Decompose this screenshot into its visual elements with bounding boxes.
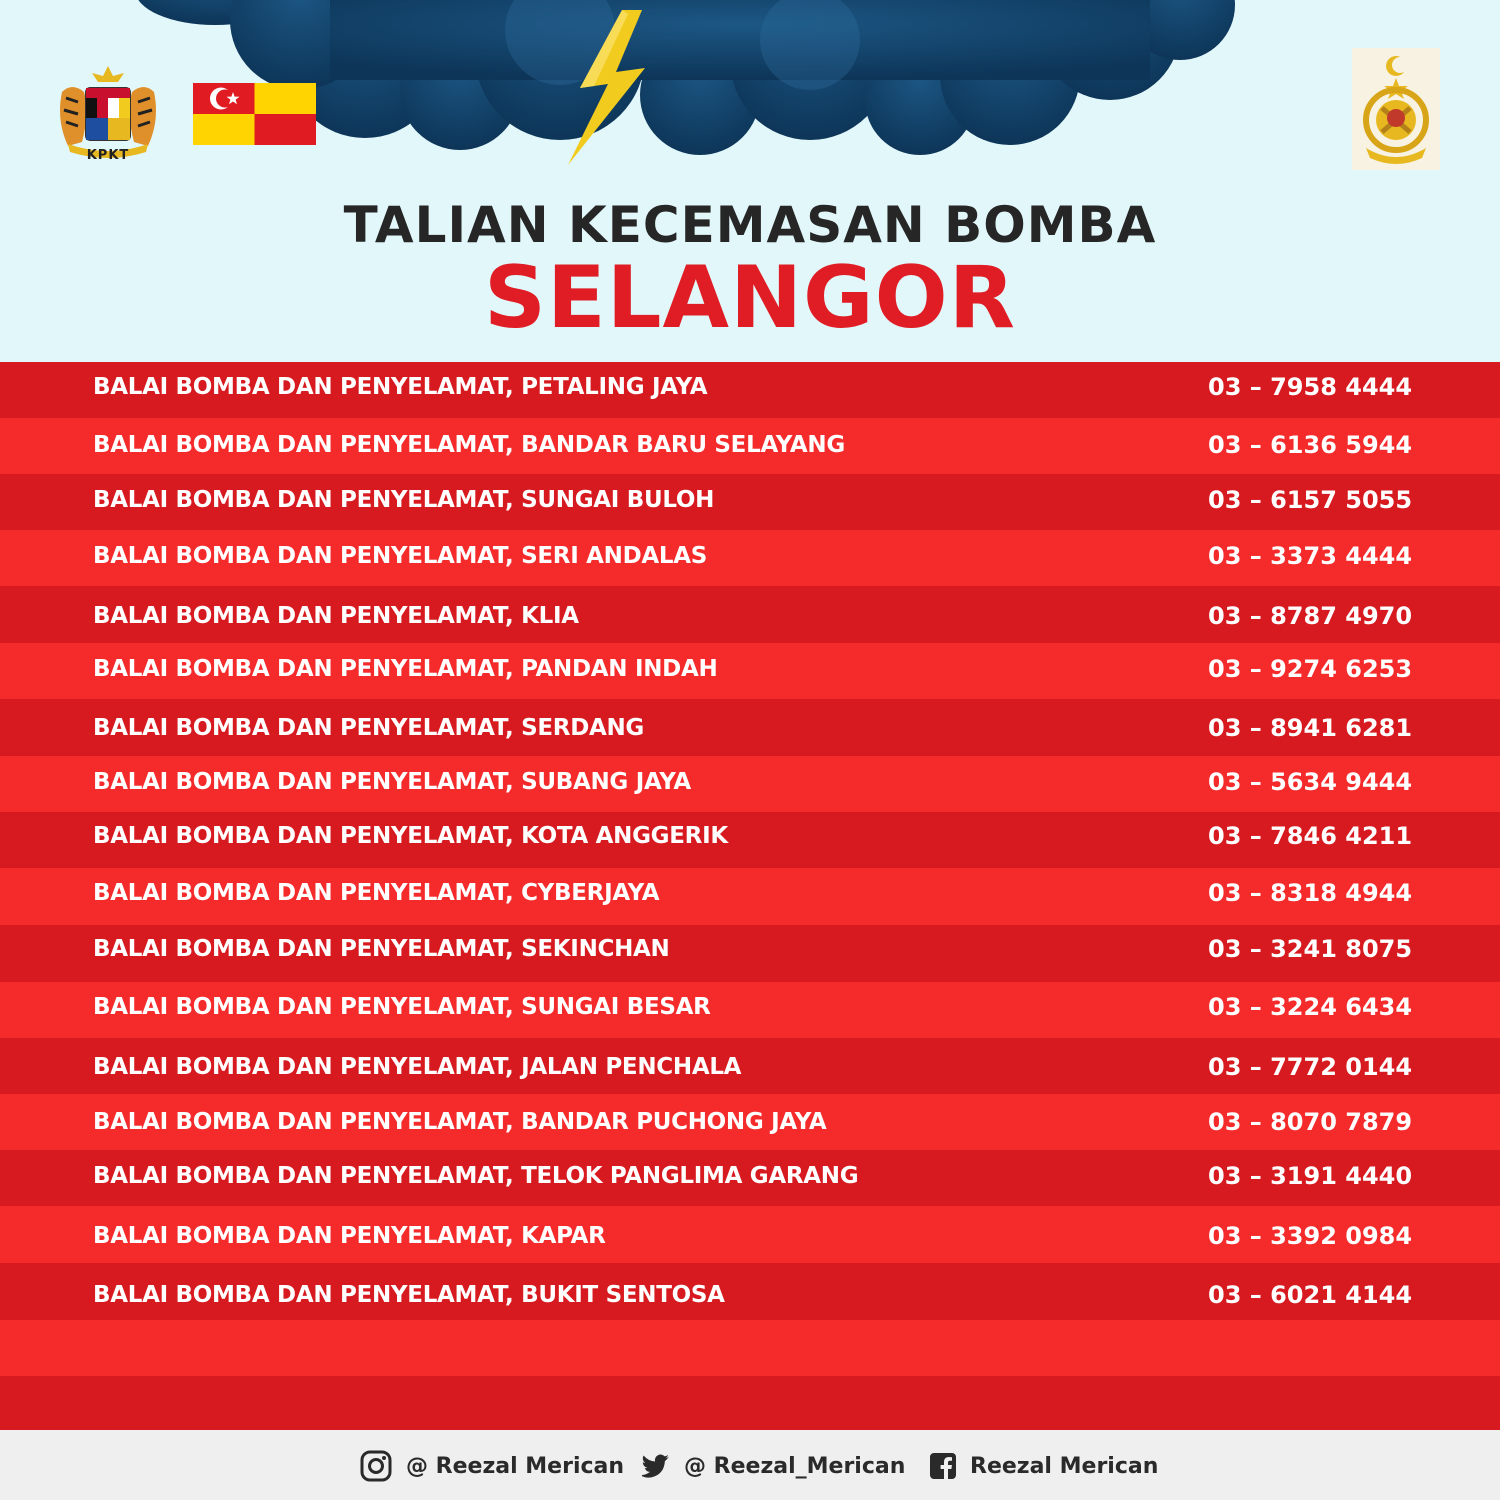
header [0, 0, 1500, 362]
facebook-name: Reezal Merican [970, 1453, 1159, 1479]
station-phone[interactable]: 03 – 8070 7879 [1208, 1108, 1413, 1136]
twitter-handle: @ Reezal_Merican [684, 1453, 906, 1479]
facebook-link[interactable] [930, 1450, 1158, 1482]
table-row [0, 1094, 1500, 1150]
table-row [0, 1320, 1500, 1376]
station-name: BALAI BOMBA DAN PENYELAMAT, BANDAR PUCHONG JAYA [93, 1109, 827, 1135]
station-phone[interactable]: 03 – 8318 4944 [1208, 879, 1413, 907]
table-row [0, 1038, 1500, 1094]
station-name: BALAI BOMBA DAN PENYELAMAT, KLIA [93, 603, 579, 629]
station-name: BALAI BOMBA DAN PENYELAMAT, SERDANG [93, 715, 645, 741]
table-row [0, 643, 1500, 699]
table-row [0, 418, 1500, 474]
station-name: BALAI BOMBA DAN PENYELAMAT, SUNGAI BESAR [93, 994, 711, 1020]
station-name: BALAI BOMBA DAN PENYELAMAT, SEKINCHAN [93, 936, 670, 962]
station-phone[interactable]: 03 – 7846 4211 [1208, 822, 1413, 850]
station-phone[interactable]: 03 – 6021 4144 [1208, 1281, 1413, 1309]
kpkt-label: KPKT [86, 148, 130, 163]
station-name: BALAI BOMBA DAN PENYELAMAT, BANDAR BARU SELAYANG [93, 432, 845, 458]
instagram-link[interactable] [360, 1450, 624, 1482]
table-row [0, 982, 1500, 1038]
station-name: BALAI BOMBA DAN PENYELAMAT, JALAN PENCHALA [93, 1054, 742, 1080]
table-row [0, 925, 1500, 982]
table-row [0, 812, 1500, 868]
station-phone[interactable]: 03 – 6136 5944 [1208, 431, 1413, 459]
station-phone[interactable]: 03 – 3224 6434 [1208, 993, 1413, 1021]
facebook-icon [930, 1453, 956, 1479]
table-row [0, 699, 1500, 756]
table-row [0, 586, 1500, 643]
station-phone[interactable]: 03 – 3191 4440 [1208, 1162, 1413, 1190]
footer [0, 1430, 1500, 1500]
table-row [0, 1150, 1500, 1206]
station-name: BALAI BOMBA DAN PENYELAMAT, SUNGAI BULOH [93, 487, 715, 513]
station-phone[interactable]: 03 – 8941 6281 [1208, 714, 1413, 742]
station-phone[interactable]: 03 – 3373 4444 [1208, 542, 1413, 570]
twitter-link[interactable] [642, 1450, 905, 1482]
station-name: BALAI BOMBA DAN PENYELAMAT, KAPAR [93, 1223, 606, 1249]
table-row [0, 756, 1500, 812]
station-name: BALAI BOMBA DAN PENYELAMAT, TELOK PANGLIMA GARANG [93, 1163, 859, 1189]
station-name: BALAI BOMBA DAN PENYELAMAT, BUKIT SENTOSA [93, 1282, 725, 1308]
station-phone[interactable]: 03 – 3392 0984 [1208, 1222, 1413, 1250]
bomba-crest-logo [1352, 48, 1440, 170]
station-name: BALAI BOMBA DAN PENYELAMAT, PETALING JAYA [93, 374, 708, 400]
table-row [0, 1263, 1500, 1320]
instagram-icon [360, 1450, 392, 1482]
table-row [0, 474, 1500, 530]
station-phone[interactable]: 03 – 6157 5055 [1208, 486, 1413, 514]
page-title: TALIAN KECEMASAN BOMBA [343, 196, 1157, 254]
station-name: BALAI BOMBA DAN PENYELAMAT, CYBERJAYA [93, 880, 660, 906]
table-row [0, 362, 1500, 418]
station-phone[interactable]: 03 – 8787 4970 [1208, 602, 1413, 630]
page-subtitle: SELANGOR [484, 248, 1016, 348]
table-row [0, 1376, 1500, 1430]
station-phone[interactable]: 03 – 7772 0144 [1208, 1053, 1413, 1081]
station-phone[interactable]: 03 – 3241 8075 [1208, 935, 1413, 963]
table-row [0, 868, 1500, 925]
station-name: BALAI BOMBA DAN PENYELAMAT, SUBANG JAYA [93, 769, 691, 795]
instagram-handle: @ Reezal Merican [406, 1453, 625, 1479]
station-phone[interactable]: 03 – 5634 9444 [1208, 768, 1413, 796]
station-table [0, 362, 1500, 1430]
station-name: BALAI BOMBA DAN PENYELAMAT, SERI ANDALAS [93, 543, 708, 569]
station-name: BALAI BOMBA DAN PENYELAMAT, KOTA ANGGERIK [93, 823, 728, 849]
selangor-flag [193, 83, 316, 145]
station-phone[interactable]: 03 – 7958 4444 [1208, 373, 1413, 401]
station-phone[interactable]: 03 – 9274 6253 [1208, 655, 1413, 683]
station-name: BALAI BOMBA DAN PENYELAMAT, PANDAN INDAH [93, 656, 718, 682]
twitter-icon [642, 1454, 670, 1478]
table-row [0, 530, 1500, 586]
table-row [0, 1206, 1500, 1263]
lightning-bolt-icon [560, 10, 650, 165]
